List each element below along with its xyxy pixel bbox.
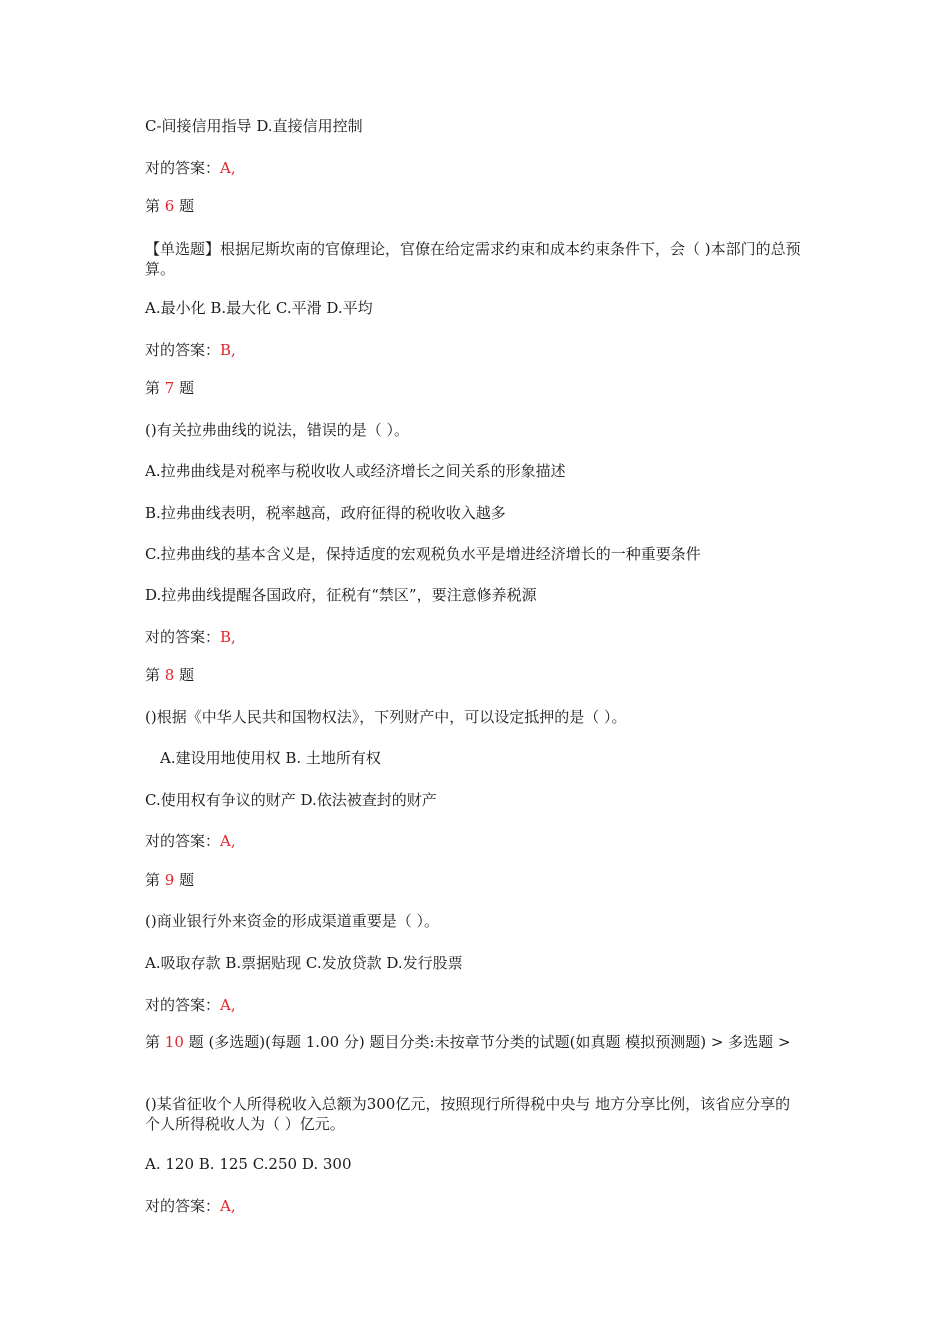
question-number: 10 xyxy=(164,1033,184,1051)
q5-answer xyxy=(145,158,236,178)
answer-label: 对的答案： xyxy=(145,996,221,1014)
header-prefix: 第 xyxy=(145,666,161,684)
header-suffix: 题 xyxy=(179,379,195,397)
q6-options: A.最小化 B.最大化 C.平滑 D.平均 xyxy=(145,299,373,317)
q7-answer xyxy=(145,627,236,647)
answer-value: A, xyxy=(220,159,236,177)
q7-header xyxy=(145,378,194,398)
q9-header xyxy=(145,870,194,890)
question-number: 6 xyxy=(164,197,175,215)
q10-header xyxy=(145,1032,805,1052)
header-prefix: 第 xyxy=(145,379,161,397)
q7-option-c: C.拉弗曲线的基本含义是，保持适度的宏观税负水平是增进经济增长的一种重要条件 xyxy=(145,545,701,563)
q10-options: A. 120 B. 125 C.250 D. 300 xyxy=(145,1155,352,1173)
answer-label: 对的答案： xyxy=(145,832,221,850)
q9-stem: ()商业银行外来资金的形成渠道重要是（ ）。 xyxy=(145,912,439,930)
answer-value: A, xyxy=(220,1197,236,1215)
q7-option-b: B.拉弗曲线表明，税率越高，政府征得的税收收入越多 xyxy=(145,504,506,522)
q6-stem: 【单选题】根据尼斯坎南的官僚理论，官僚在给定需求约束和成本约束条件下，会（ )本部门的总预算。 xyxy=(145,240,801,278)
q7-stem: ()有关拉弗曲线的说法，错误的是（ ）。 xyxy=(145,421,409,439)
question-number: 8 xyxy=(164,666,175,684)
q9-options: A.吸取存款 B.票据贴现 C.发放贷款 D.发行股票 xyxy=(145,954,463,972)
q9-answer xyxy=(145,995,236,1015)
q8-stem: ()根据《中华人民共和国物权法》，下列财产中，可以设定抵押的是（ ）。 xyxy=(145,708,627,726)
answer-label: 对的答案： xyxy=(145,341,221,359)
q7-option-a: A.拉弗曲线是对税率与税收收人或经济增长之间关系的形象描述 xyxy=(145,462,566,480)
header-suffix: 题 xyxy=(179,871,195,889)
answer-label: 对的答案： xyxy=(145,159,221,177)
question-number: 7 xyxy=(164,379,175,397)
answer-value: B, xyxy=(220,628,236,646)
q10-stem: ()某省征收个人所得税收入总额为300亿元，按照现行所得税中央与 地方分享比例，该省应分享的个人所得税收人为（ ）亿元。 xyxy=(145,1095,791,1133)
header-prefix: 第 xyxy=(145,197,161,215)
q8-answer xyxy=(145,831,236,851)
q6-header xyxy=(145,196,194,216)
q8-header xyxy=(145,665,194,685)
answer-label: 对的答案： xyxy=(145,628,221,646)
q10-answer xyxy=(145,1196,236,1216)
question-number: 9 xyxy=(164,871,175,889)
q8-options-ab: A.建设用地使用权 B. 土地所有权 xyxy=(160,749,381,767)
q7-option-d: D.拉弗曲线提醒各国政府，征税有“禁区”，要注意修养税源 xyxy=(145,586,537,604)
answer-value: A, xyxy=(220,832,236,850)
header-prefix: 第 xyxy=(145,1033,161,1051)
answer-value: A, xyxy=(220,996,236,1014)
answer-label: 对的答案： xyxy=(145,1197,221,1215)
header-suffix: 题 xyxy=(179,666,195,684)
q8-options-cd: C.使用权有争议的财产 D.依法被查封的财产 xyxy=(145,791,437,809)
q5-options-cd: C-间接信用指导 D.直接信用控制 xyxy=(145,117,363,135)
header-prefix: 第 xyxy=(145,871,161,889)
header-suffix: 题 xyxy=(179,197,195,215)
q6-answer xyxy=(145,340,236,360)
header-suffix: 题 (多选题)(每题 1.00 分) 题目分类:未按章节分类的试题(如真题 模拟预测题) > 多选题 > xyxy=(188,1033,791,1051)
answer-value: B, xyxy=(220,341,236,359)
